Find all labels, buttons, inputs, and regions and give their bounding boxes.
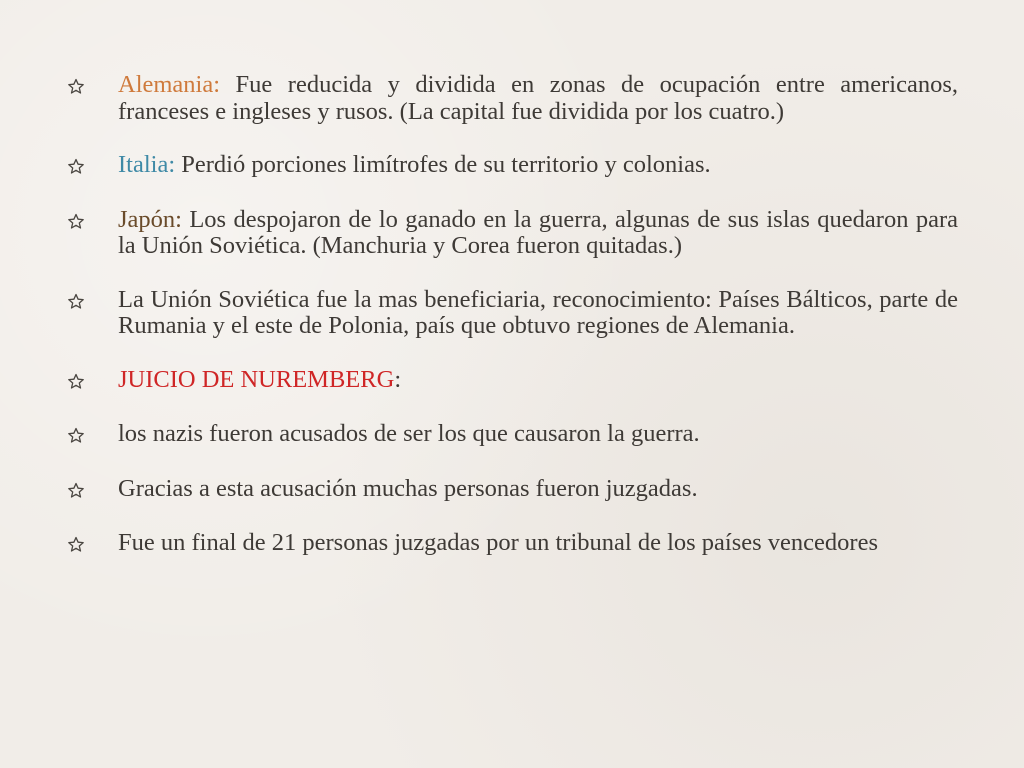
bullet-text: Los despojaron de lo ganado en la guerra, algunas de sus islas quedaron para la Unión Soviética. (Manchuria y Corea fueron quitadas.) xyxy=(118,205,958,259)
star-bullet-icon xyxy=(64,210,88,234)
bullet-text: : xyxy=(394,365,402,393)
bullet-item-nuremberg xyxy=(64,367,958,394)
star-bullet-icon xyxy=(64,75,88,99)
bullet-item-final-21-personas xyxy=(64,530,958,557)
bullet-text: La Unión Soviética fue la mas beneficiaria, reconocimiento: Países Bálticos, parte de Rumania y el este de Polonia, país que obtuvo regiones de Alemania. xyxy=(118,285,958,339)
bullet-item-personas-juzgadas xyxy=(64,476,958,503)
star-bullet-icon xyxy=(64,290,88,314)
bullet-item-italia xyxy=(64,152,958,179)
bullet-item-alemania xyxy=(64,72,958,125)
bullet-item-nazis-acusados xyxy=(64,421,958,448)
star-bullet-icon xyxy=(64,424,88,448)
bullet-item-union-sovietica xyxy=(64,287,958,340)
bullet-text: los nazis fueron acusados de ser los que causaron la guerra. xyxy=(118,420,700,447)
bullet-list xyxy=(64,72,958,584)
keyword-japon: Japón: xyxy=(118,205,182,233)
star-bullet-icon xyxy=(64,370,88,394)
bullet-text: Perdió porciones limítrofes de su territorio y colonias. xyxy=(175,151,711,178)
keyword-juicio-nuremberg: JUICIO DE NUREMBERG xyxy=(118,365,395,393)
star-bullet-icon xyxy=(64,155,88,179)
bullet-text: Fue reducida y dividida en zonas de ocupación entre americanos, franceses e ingleses y rusos. (La capital fue dividida por los cuatro.) xyxy=(118,71,958,125)
star-bullet-icon xyxy=(64,479,88,503)
bullet-text: Gracias a esta acusación muchas personas fueron juzgadas. xyxy=(118,474,698,502)
star-bullet-icon xyxy=(64,533,88,557)
keyword-italia: Italia: xyxy=(118,151,176,178)
bullet-item-japon xyxy=(64,207,958,260)
keyword-alemania: Alemania: xyxy=(118,71,221,98)
bullet-text: Fue un final de 21 personas juzgadas por un tribunal de los países vencedores xyxy=(118,529,878,556)
